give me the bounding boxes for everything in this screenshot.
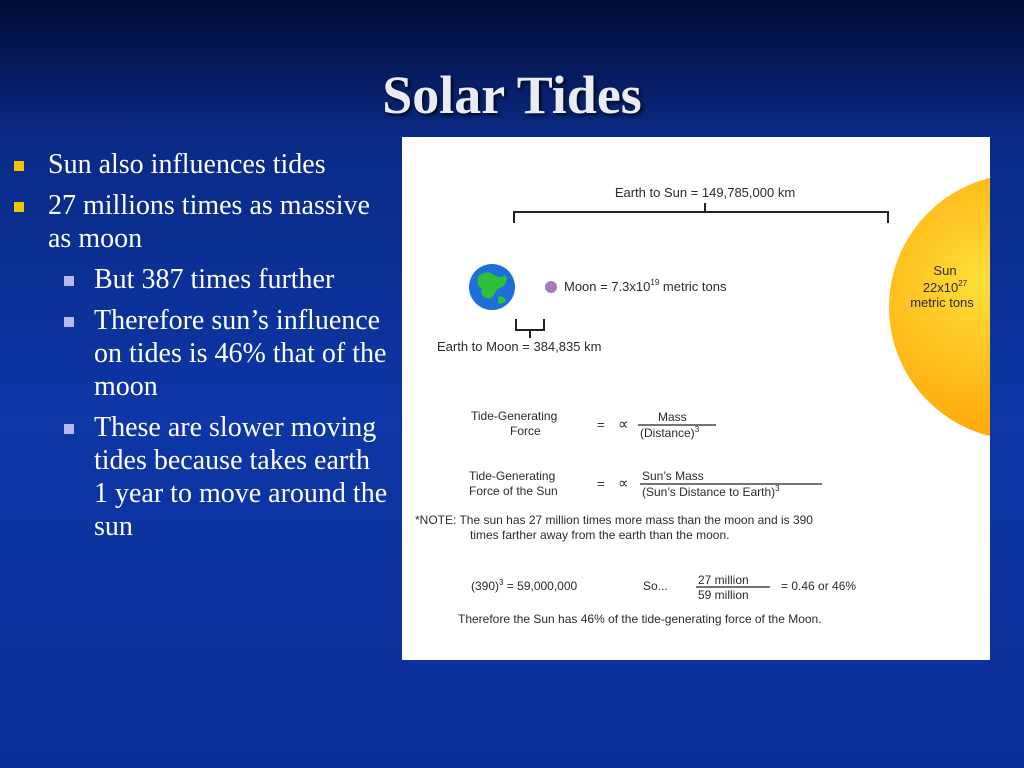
eq1-left-line1: Tide-Generating	[471, 409, 558, 423]
conclusion-text: Therefore the Sun has 46% of the tide-generating force of the Moon.	[458, 612, 822, 626]
sub-bullet-marker	[64, 317, 74, 327]
moon-mass	[564, 278, 727, 294]
note-line2: times farther away from the earth than the moon.	[470, 528, 730, 542]
bullet-item	[10, 189, 390, 255]
eq2-left-line2: Force of the Sun	[469, 484, 558, 498]
eq1-den-exp: 3	[694, 425, 700, 434]
bullet-text: 27 millions times as massive as moon	[48, 190, 370, 254]
sun-mass-exp: 27	[958, 279, 968, 288]
earth-to-sun-bracket	[514, 203, 888, 223]
sun-label: Sun	[933, 263, 957, 278]
calc-left	[471, 578, 578, 593]
eq1-left-line2: Force	[510, 424, 541, 438]
sub-bullet-item	[10, 411, 390, 543]
moon-mass-exp: 19	[650, 278, 660, 287]
eq2-equals: =	[597, 476, 605, 491]
calc-left-rest: = 59,000,000	[503, 579, 578, 593]
sub-bullet-marker	[64, 424, 74, 434]
sub-bullet-item	[10, 304, 390, 403]
earth-to-moon-label: Earth to Moon = 384,835 km	[437, 339, 602, 354]
calc-left-exp: 3	[499, 578, 504, 587]
sub-bullet-text: But 387 times further	[94, 264, 335, 295]
eq2-den-exp: 3	[775, 484, 780, 493]
note-line1: *NOTE: The sun has 27 million times more mass than the moon and is 390	[415, 513, 813, 527]
bullet-text: Sun also influences tides	[48, 149, 326, 180]
slide-title: Solar Tides	[382, 65, 642, 125]
eq1-denominator	[640, 425, 700, 440]
sun-mass-base: 22x10	[922, 280, 959, 295]
moon-shape	[545, 281, 557, 293]
eq1-proportional: ∝	[618, 416, 629, 433]
solar-tides-figure	[402, 137, 990, 660]
eq2-den-text: (Sun’s Distance to Earth)	[642, 485, 776, 499]
bullet-item	[10, 148, 390, 181]
calc-result: = 0.46 or 46%	[781, 579, 857, 593]
eq1-numerator: Mass	[658, 410, 687, 424]
sun-mass-unit: metric tons	[910, 295, 974, 310]
eq2-numerator: Sun’s Mass	[642, 469, 704, 483]
bullet-marker	[14, 161, 24, 171]
bullet-list	[10, 148, 390, 551]
calc-denominator: 59 million	[698, 588, 749, 602]
earth-to-moon-bracket	[516, 319, 544, 338]
moon-mass-base: Moon = 7.3x10	[564, 279, 651, 294]
earth-icon	[469, 264, 515, 310]
bullet-marker	[14, 202, 24, 212]
calc-so: So...	[643, 579, 668, 593]
eq1-den-text: (Distance)	[640, 426, 695, 440]
solar-tides-diagram	[402, 137, 990, 660]
calc-numerator: 27 million	[698, 573, 749, 587]
eq1-equals: =	[597, 417, 605, 432]
eq2-denominator	[642, 484, 780, 499]
sub-bullet-marker	[64, 276, 74, 286]
eq2-proportional: ∝	[618, 475, 629, 492]
eq2-left-line1: Tide-Generating	[469, 469, 556, 483]
calc-left-base: (390)	[471, 579, 500, 593]
earth-to-sun-label: Earth to Sun = 149,785,000 km	[614, 185, 796, 200]
sub-bullet-item	[10, 263, 390, 296]
sub-bullet-text: Therefore sun’s influence on tides is 46% that of the moon	[94, 305, 387, 402]
moon-mass-unit: metric tons	[659, 279, 727, 294]
sub-bullet-text: These are slower moving tides because takes earth 1 year to move around the sun	[94, 412, 388, 542]
